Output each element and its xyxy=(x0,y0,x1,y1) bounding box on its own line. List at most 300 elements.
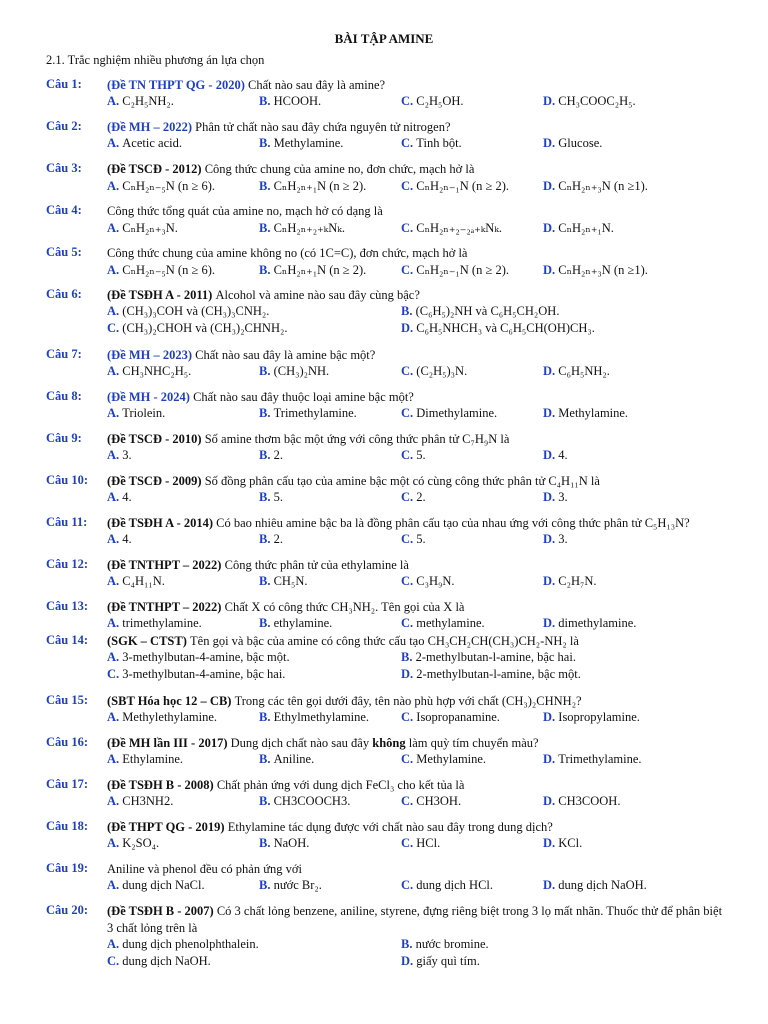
option-letter: D. xyxy=(543,794,559,808)
option-text: CH3NH2. xyxy=(122,794,174,808)
answer-option-a[interactable] xyxy=(107,364,191,379)
question-text: Có bao nhiêu amine bậc ba là đồng phân cấu tạo của nhau ứng với công thức phân tử C₅H₁₃N? xyxy=(216,516,690,530)
option-letter: C. xyxy=(401,532,417,546)
question-number: Câu 7: xyxy=(46,347,82,361)
option-text: CₙH₂ₙ₊₃N (n ≥1). xyxy=(558,263,648,277)
option-letter: C. xyxy=(401,616,417,630)
question-text: Có 3 chất lỏng benzene, aniline, styrene, đựng riêng biệt trong 3 lọ mất nhãn. Thuốc thử để phân biệt 3 chất lỏng trên là xyxy=(107,904,723,935)
option-text: CH3OH. xyxy=(416,794,462,808)
answer-option-a[interactable] xyxy=(107,262,215,278)
option-text: C₂H₇N. xyxy=(558,574,597,588)
question-text: Chất X có công thức CH₃NH₂. Tên gọi của X là xyxy=(224,600,465,614)
answer-option-a[interactable] xyxy=(107,448,132,463)
answer-option-a[interactable] xyxy=(107,304,269,319)
question-source: (Đề TSCĐ - 2010) xyxy=(107,432,205,446)
option-text: Ethylamine. xyxy=(122,752,184,766)
answer-option-a[interactable] xyxy=(107,532,132,547)
question-number: Câu 16: xyxy=(46,735,89,749)
option-text: (C₂H₅)₃N. xyxy=(416,364,468,378)
answer-option-d[interactable] xyxy=(543,262,648,278)
option-letter: C. xyxy=(401,364,417,378)
question-text: Ethylamine tác dụng được với chất nào sau đây trong dung dịch? xyxy=(227,820,553,834)
answer-option-c[interactable] xyxy=(107,954,211,969)
option-text: CH3COOH. xyxy=(558,794,621,808)
question-stem xyxy=(107,347,725,364)
option-text: Methylamine. xyxy=(416,752,487,766)
question-number: Câu 19: xyxy=(46,861,89,875)
question-text: Số đồng phân cấu tạo của amine bậc một có cùng công thức phân tử C₄H₁₁N là xyxy=(204,474,600,488)
question-text: Công thức chung của amine không no (có 1C=C), đơn chức, mạch hở là xyxy=(107,246,468,260)
option-text: 5. xyxy=(416,448,426,462)
question-stem xyxy=(107,77,725,94)
option-text: CₙH₂ₙ₊₂₋₂ₐ₊ₖNₖ. xyxy=(416,221,503,235)
question-stem xyxy=(107,515,725,532)
option-letter: A. xyxy=(107,304,123,318)
question-number: Câu 4: xyxy=(46,203,82,217)
option-letter: C. xyxy=(401,794,417,808)
answer-option-b[interactable] xyxy=(259,136,343,151)
question-stem xyxy=(107,557,725,574)
answer-option-b[interactable] xyxy=(259,406,357,421)
option-letter: C. xyxy=(401,94,417,108)
option-text: CₙH₂ₙ₊₁N (n ≥ 2). xyxy=(273,263,367,277)
option-letter: B. xyxy=(259,448,274,462)
question-text: Alcohol và amine nào sau đây cùng bậc? xyxy=(215,288,420,302)
option-text: C₄H₁₁N. xyxy=(122,574,165,588)
option-text: Trimethylamine. xyxy=(558,752,642,766)
answer-option-b[interactable] xyxy=(259,94,321,109)
option-letter: B. xyxy=(259,878,274,892)
option-text: 5. xyxy=(416,532,426,546)
answer-option-c[interactable] xyxy=(401,178,509,194)
answer-option-d[interactable] xyxy=(543,836,582,851)
answer-option-d[interactable] xyxy=(543,178,648,194)
option-text: KCl. xyxy=(558,836,583,850)
option-text: Glucose. xyxy=(558,136,603,150)
question-number: Câu 5: xyxy=(46,245,82,259)
option-text: CH₅N. xyxy=(273,574,308,588)
option-text: C₂H₅OH. xyxy=(416,94,464,108)
option-letter: B. xyxy=(259,406,274,420)
answer-option-c[interactable] xyxy=(401,136,462,151)
option-text: Acetic acid. xyxy=(122,136,182,150)
option-letter: C. xyxy=(401,836,417,850)
option-letter: C. xyxy=(401,878,417,892)
option-text: CₙH₂ₙ₊₃N. xyxy=(122,221,178,235)
answer-option-b[interactable] xyxy=(259,448,283,463)
answer-option-a[interactable] xyxy=(107,937,259,952)
option-letter: B. xyxy=(401,304,416,318)
option-text: dung dịch NaOH. xyxy=(558,878,647,892)
answer-option-a[interactable] xyxy=(107,616,202,631)
option-text: Dimethylamine. xyxy=(416,406,498,420)
option-letter: C. xyxy=(401,136,417,150)
option-text: HCl. xyxy=(416,836,441,850)
option-letter: B. xyxy=(259,752,274,766)
option-text: 2. xyxy=(273,448,283,462)
answer-option-c[interactable] xyxy=(401,406,497,421)
option-text: Triolein. xyxy=(122,406,166,420)
option-text: C₆H₅NH₂. xyxy=(558,364,610,378)
question-text: Công thức chung của amine no, đơn chức, mạch hở là xyxy=(204,162,475,176)
option-text: (CH₃)₂NH. xyxy=(273,364,330,378)
question-source: (Đề TNTHPT – 2022) xyxy=(107,558,225,572)
option-letter: C. xyxy=(401,448,417,462)
answer-option-c[interactable] xyxy=(401,262,509,278)
question-source: (Đề TSĐH B - 2008) xyxy=(107,778,217,792)
option-letter: D. xyxy=(543,878,559,892)
question-stem xyxy=(107,777,725,794)
option-text: nước bromine. xyxy=(415,937,489,951)
question-text: Số amine thơm bậc một ứng với công thức phân tử C₇H₉N là xyxy=(204,432,510,446)
option-letter: A. xyxy=(107,710,123,724)
option-letter: C. xyxy=(107,321,123,335)
option-letter: D. xyxy=(543,221,559,235)
option-text: Isopropanamine. xyxy=(416,710,500,724)
question-source: (SGK – CTST) xyxy=(107,634,191,648)
option-letter: B. xyxy=(259,221,274,235)
answer-option-a[interactable] xyxy=(107,710,217,725)
answer-option-c[interactable] xyxy=(401,220,502,236)
question-number: Câu 12: xyxy=(46,557,89,571)
answer-option-c[interactable] xyxy=(401,836,440,851)
option-letter: B. xyxy=(401,937,416,951)
answer-option-a[interactable] xyxy=(107,94,174,109)
question-stem xyxy=(107,633,725,650)
option-text: 3-methylbutan-4-amine, bậc một. xyxy=(122,650,290,664)
option-text: CₙH₂ₙ₊₁N (n ≥ 2). xyxy=(273,179,367,193)
answer-option-a[interactable] xyxy=(107,650,290,665)
answer-option-d[interactable] xyxy=(543,710,640,725)
option-letter: D. xyxy=(543,94,559,108)
answer-option-c[interactable] xyxy=(401,532,426,547)
option-text: Trimethylamine. xyxy=(273,406,357,420)
option-letter: B. xyxy=(259,574,274,588)
option-letter: B. xyxy=(259,794,274,808)
option-text: 5. xyxy=(273,490,283,504)
question-source: (Đề MH - 2024) xyxy=(107,390,194,404)
answer-option-c[interactable] xyxy=(401,574,455,589)
option-letter: A. xyxy=(107,752,123,766)
question-text: Tên gọi và bậc của amine có công thức cấu tạo CH₃CH₂CH(CH₃)CH₂-NH₂ là xyxy=(190,634,579,648)
answer-option-b[interactable] xyxy=(259,794,350,809)
answer-option-b[interactable] xyxy=(259,364,329,379)
option-letter: D. xyxy=(543,263,559,277)
question-source: (Đề TSĐH B - 2007) xyxy=(107,904,217,918)
option-letter: D. xyxy=(543,406,559,420)
answer-option-d[interactable] xyxy=(401,321,595,336)
question-number: Câu 14: xyxy=(46,633,89,647)
option-letter: A. xyxy=(107,221,123,235)
answer-option-d[interactable] xyxy=(543,574,597,589)
question-number: Câu 1: xyxy=(46,77,82,91)
question-number: Câu 13: xyxy=(46,599,89,613)
answer-option-d[interactable] xyxy=(543,406,628,421)
answer-option-c[interactable] xyxy=(401,710,500,725)
question-text: Phân tử chất nào sau đây chứa nguyên tử nitrogen? xyxy=(195,120,451,134)
answer-option-c[interactable] xyxy=(401,752,486,767)
option-letter: A. xyxy=(107,794,123,808)
question-source: (Đề MH – 2022) xyxy=(107,120,196,134)
answer-option-c[interactable] xyxy=(401,878,493,893)
option-letter: C. xyxy=(401,574,417,588)
option-letter: C. xyxy=(401,263,417,277)
answer-option-b[interactable] xyxy=(259,532,283,547)
answer-option-d[interactable] xyxy=(543,490,568,505)
option-letter: D. xyxy=(543,179,559,193)
question-stem xyxy=(107,287,725,304)
answer-option-b[interactable] xyxy=(259,574,307,589)
option-text: (CH₃)₂CHOH và (CH₃)₂CHNH₂. xyxy=(122,321,288,335)
question-number: Câu 8: xyxy=(46,389,82,403)
option-text: ethylamine. xyxy=(273,616,333,630)
option-letter: A. xyxy=(107,136,123,150)
question-number: Câu 9: xyxy=(46,431,82,445)
answer-option-a[interactable] xyxy=(107,836,159,851)
option-letter: D. xyxy=(543,616,559,630)
question-source: (Đề TN THPT QG - 2020) xyxy=(107,78,248,92)
question-stem xyxy=(107,119,725,136)
option-letter: B. xyxy=(259,616,274,630)
question-source: (Đề TSCĐ - 2012) xyxy=(107,162,205,176)
option-letter: B. xyxy=(259,710,274,724)
question-source: (Đề TNTHPT – 2022) xyxy=(107,600,225,614)
question-stem xyxy=(107,389,725,406)
option-letter: C. xyxy=(107,667,123,681)
option-letter: A. xyxy=(107,448,123,462)
option-text: C₃H₉N. xyxy=(416,574,455,588)
question-text: Trong các tên gọi dưới đây, tên nào phù hợp với chất (CH₃)₂CHNH₂? xyxy=(234,694,582,708)
question-number: Câu 20: xyxy=(46,903,89,917)
option-text: 2-methylbutan-l-amine, bậc hai. xyxy=(415,650,576,664)
answer-option-d[interactable] xyxy=(543,220,614,236)
option-letter: D. xyxy=(543,448,559,462)
option-text: 3. xyxy=(558,532,568,546)
question-number: Câu 10: xyxy=(46,473,89,487)
question-number: Câu 11: xyxy=(46,515,88,529)
option-text: CₙH₂ₙ₊₁N. xyxy=(558,221,614,235)
answer-option-c[interactable] xyxy=(401,364,467,379)
option-letter: C. xyxy=(401,710,417,724)
option-text: C₂H₅NH₂. xyxy=(122,94,174,108)
option-text: (CH₃)₃COH và (CH₃)₃CNH₂. xyxy=(122,304,270,318)
option-letter: D. xyxy=(543,364,559,378)
answer-option-c[interactable] xyxy=(401,794,461,809)
question-stem xyxy=(107,599,725,616)
question-text: Công thức phân tử của ethylamine là xyxy=(224,558,409,572)
option-letter: D. xyxy=(401,954,417,968)
question-text: Chất phản ứng với dung dịch FeCl₃ cho kết tủa là xyxy=(216,778,465,792)
option-letter: C. xyxy=(401,752,417,766)
option-text: CₙH₂ₙ₊₃N (n ≥1). xyxy=(558,179,648,193)
section-heading: 2.1. Trắc nghiệm nhiều phương án lựa chọn xyxy=(46,53,265,67)
option-text: C₆H₅NHCH₃ và C₆H₅CH(OH)CH₃. xyxy=(416,321,595,335)
question-stem xyxy=(107,861,725,878)
answer-option-a[interactable] xyxy=(107,178,215,194)
question-number: Câu 2: xyxy=(46,119,82,133)
option-text: NaOH. xyxy=(273,836,310,850)
question-text: Chất nào sau đây là amine bậc một? xyxy=(195,348,376,362)
option-text: CₙH₂ₙ₊₂₊ₖNₖ. xyxy=(273,221,345,235)
answer-option-d[interactable] xyxy=(543,136,602,151)
question-text: Chất nào sau đây thuộc loại amine bậc một? xyxy=(193,390,414,404)
option-letter: B. xyxy=(259,94,274,108)
answer-option-a[interactable] xyxy=(107,406,165,421)
answer-option-b[interactable] xyxy=(259,836,309,851)
option-letter: A. xyxy=(107,532,123,546)
answer-option-b[interactable] xyxy=(259,710,369,725)
option-letter: A. xyxy=(107,574,123,588)
option-text: methylamine. xyxy=(416,616,485,630)
option-text: Ethylmethylamine. xyxy=(273,710,370,724)
option-text: 3. xyxy=(558,490,568,504)
option-letter: A. xyxy=(107,263,123,277)
option-letter: A. xyxy=(107,937,123,951)
answer-option-c[interactable] xyxy=(401,94,464,109)
question-source: (Đề TSĐH A - 2014) xyxy=(107,516,217,530)
option-text: Isopropylamine. xyxy=(558,710,640,724)
question-stem xyxy=(107,203,725,220)
option-text: Methylethylamine. xyxy=(122,710,218,724)
question-source: (Đề TSCĐ - 2009) xyxy=(107,474,205,488)
answer-option-d[interactable] xyxy=(543,448,568,463)
answer-option-b[interactable] xyxy=(259,878,322,893)
answer-option-c[interactable] xyxy=(401,616,485,631)
option-text: 2-methylbutan-l-amine, bậc một. xyxy=(416,667,581,681)
page-title: BÀI TẬP AMINE xyxy=(334,31,434,46)
option-letter: D. xyxy=(543,532,559,546)
question-stem xyxy=(107,819,725,836)
option-text: CₙH₂ₙ₋₁N (n ≥ 2). xyxy=(416,263,509,277)
option-text: trimethylamine. xyxy=(122,616,202,630)
option-text: dung dịch NaCl. xyxy=(122,878,205,892)
option-text: 4. xyxy=(122,490,132,504)
answer-option-d[interactable] xyxy=(543,794,620,809)
option-text: CₙH₂ₙ₋₅N (n ≥ 6). xyxy=(122,179,215,193)
option-text: HCOOH. xyxy=(273,94,322,108)
option-text: dimethylamine. xyxy=(558,616,637,630)
option-text: nước Br₂. xyxy=(273,878,322,892)
option-letter: B. xyxy=(401,650,416,664)
answer-option-a[interactable] xyxy=(107,878,205,893)
answer-option-a[interactable] xyxy=(107,794,173,809)
question-number: Câu 15: xyxy=(46,693,89,707)
question-source: (SBT Hóa học 12 – CB) xyxy=(107,694,235,708)
answer-option-b[interactable] xyxy=(259,262,366,278)
answer-option-d[interactable] xyxy=(401,667,581,682)
option-text: giấy quì tím. xyxy=(416,954,480,968)
option-text: Methylamine. xyxy=(558,406,629,420)
question-source: (Đề MH lần III - 2017) xyxy=(107,736,231,750)
option-text: 4. xyxy=(122,532,132,546)
option-letter: C. xyxy=(401,179,417,193)
question-stem xyxy=(107,903,725,937)
answer-option-b[interactable] xyxy=(259,220,345,236)
answer-option-d[interactable] xyxy=(401,954,480,969)
answer-option-d[interactable] xyxy=(543,616,636,631)
option-letter: D. xyxy=(543,490,559,504)
option-text: Aniline. xyxy=(273,752,315,766)
option-letter: C. xyxy=(401,221,417,235)
option-letter: C. xyxy=(107,954,123,968)
question-stem xyxy=(107,693,725,710)
option-letter: B. xyxy=(259,490,274,504)
option-letter: A. xyxy=(107,616,123,630)
option-text: (C₆H₅)₂NH và C₆H₅CH₂OH. xyxy=(415,304,560,318)
option-letter: B. xyxy=(259,532,274,546)
question-stem xyxy=(107,431,725,448)
option-text: 2. xyxy=(273,532,283,546)
option-letter: D. xyxy=(543,136,559,150)
answer-option-d[interactable] xyxy=(543,364,610,379)
option-letter: B. xyxy=(259,364,274,378)
option-text: CH₃COOC₂H₅. xyxy=(558,94,636,108)
answer-option-c[interactable] xyxy=(401,490,426,505)
option-text: CH3COOCH3. xyxy=(273,794,351,808)
answer-option-b[interactable] xyxy=(259,752,314,767)
answer-option-b[interactable] xyxy=(401,304,559,319)
question-text: Dung dịch chất nào sau đây không làm quỳ tím chuyển màu? xyxy=(230,736,539,750)
option-text: 4. xyxy=(558,448,568,462)
answer-option-d[interactable] xyxy=(543,878,647,893)
option-text: 3. xyxy=(122,448,132,462)
question-text: Aniline và phenol đều có phản ứng với xyxy=(107,862,302,876)
option-text: Methylamine. xyxy=(273,136,344,150)
answer-option-c[interactable] xyxy=(107,321,287,336)
answer-option-c[interactable] xyxy=(401,448,426,463)
question-number: Câu 18: xyxy=(46,819,89,833)
option-letter: A. xyxy=(107,490,123,504)
answer-option-a[interactable] xyxy=(107,136,182,151)
option-letter: A. xyxy=(107,878,123,892)
question-source: (Đề MH – 2023) xyxy=(107,348,196,362)
option-letter: A. xyxy=(107,364,123,378)
option-letter: D. xyxy=(543,710,559,724)
answer-option-d[interactable] xyxy=(543,94,636,109)
option-text: CₙH₂ₙ₋₅N (n ≥ 6). xyxy=(122,263,215,277)
option-letter: B. xyxy=(259,836,274,850)
option-letter: D. xyxy=(543,836,559,850)
answer-option-d[interactable] xyxy=(543,532,568,547)
answer-option-c[interactable] xyxy=(107,667,285,682)
option-letter: A. xyxy=(107,836,123,850)
answer-option-b[interactable] xyxy=(259,178,366,194)
answer-option-b[interactable] xyxy=(259,490,283,505)
question-source: (Đề TSĐH A - 2011) xyxy=(107,288,216,302)
option-letter: D. xyxy=(543,752,559,766)
question-source: (Đề THPT QG - 2019) xyxy=(107,820,228,834)
answer-option-a[interactable] xyxy=(107,752,183,767)
question-stem xyxy=(107,245,725,262)
option-text: K₂SO₄. xyxy=(122,836,160,850)
option-letter: B. xyxy=(259,136,274,150)
answer-option-a[interactable] xyxy=(107,574,165,589)
option-text: Tinh bột. xyxy=(416,136,462,150)
option-letter: A. xyxy=(107,650,123,664)
answer-option-a[interactable] xyxy=(107,490,132,505)
answer-option-b[interactable] xyxy=(259,616,332,631)
option-letter: A. xyxy=(107,94,123,108)
question-stem xyxy=(107,161,725,178)
answer-option-a[interactable] xyxy=(107,220,178,236)
answer-option-b[interactable] xyxy=(401,937,489,952)
option-letter: B. xyxy=(259,179,274,193)
answer-option-b[interactable] xyxy=(401,650,576,665)
question-number: Câu 3: xyxy=(46,161,82,175)
question-stem xyxy=(107,735,725,752)
question-text: Chất nào sau đây là amine? xyxy=(247,78,386,92)
answer-option-d[interactable] xyxy=(543,752,642,767)
